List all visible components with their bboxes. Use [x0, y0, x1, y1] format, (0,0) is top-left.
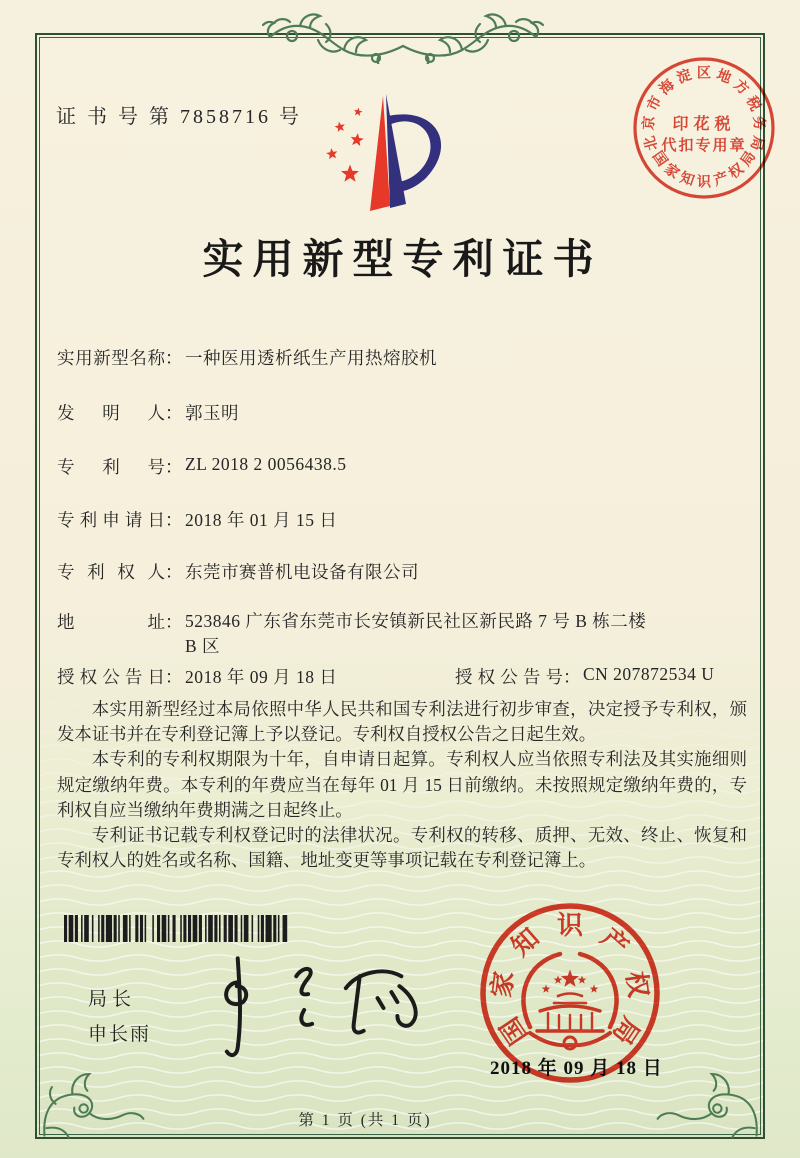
field-label: 授权公告号 [455, 667, 563, 687]
field-label: 专利权人 [57, 562, 165, 582]
svg-text:局: 局 [606, 1011, 646, 1050]
svg-text:局: 局 [737, 148, 760, 170]
field-colon: ： [165, 562, 183, 582]
svg-text:权: 权 [725, 160, 747, 183]
certificate-title: 实用新型专利证书 [202, 236, 603, 282]
field-colon: ： [563, 667, 581, 687]
svg-text:权: 权 [620, 969, 654, 1000]
svg-text:识: 识 [556, 910, 584, 940]
field-value: 2018 年 01 月 15 日 [185, 510, 338, 530]
issuer-title: 局长 [88, 989, 137, 1010]
paragraph-2: 本专利的专利权期限为十年，自申请日起算。专利权人应当依照专利法及其实施细则规定缴纳年费。本专利的年费应当在每年 01 月 15 日前缴纳。未按照规定缴纳年费的，专利权自应当缴纳年费期满之日起终止。 [57, 749, 747, 820]
dragon-ornament-icon [262, 6, 544, 64]
svg-text:淀: 淀 [674, 66, 694, 88]
field-colon: ： [165, 457, 183, 477]
svg-text:海: 海 [656, 76, 678, 99]
field-row-address [57, 609, 757, 659]
corner-flourish-icon [37, 1062, 149, 1142]
svg-text:北: 北 [641, 134, 662, 153]
svg-text:产: 产 [595, 922, 634, 962]
paragraph-1: 本实用新型经过本局依照中华人民共和国专利法进行初步审查，决定授予专利权，颁发本证书并在专利登记簿上予以登记。专利权自授权公告之日起生效。 [57, 699, 747, 745]
svg-text:知: 知 [677, 169, 697, 190]
svg-text:方: 方 [730, 76, 752, 99]
field-value: 2018 年 09 月 18 日 [185, 667, 338, 687]
svg-text:家: 家 [661, 160, 683, 183]
svg-text:京: 京 [640, 115, 659, 131]
svg-text:国: 国 [494, 1011, 534, 1050]
grant-number-group [455, 664, 714, 689]
field-value: ZL 2018 2 0056438.5 [185, 454, 347, 474]
paragraph-3: 专利证书记载专利权登记时的法律状况。专利权的转移、质押、无效、终止、恢复和专利权人的姓名或名称、国籍、地址变更等事项记载在专利登记簿上。 [57, 825, 747, 871]
svg-text:产: 产 [711, 169, 731, 190]
field-colon: ： [165, 612, 183, 632]
field-label: 专利号 [57, 457, 165, 477]
tax-office-stamp [628, 52, 780, 204]
field-value: 523846 广东省东莞市长安镇新民社区新民路 7 号 B 栋二楼 B 区 [185, 611, 647, 656]
tax-stamp-line2: 代扣专用章 [661, 138, 747, 154]
field-row-filing-date [57, 507, 757, 532]
field-row-patent-no [57, 454, 757, 479]
certificate-number: 证 书 号 第 7858716 号 [56, 106, 302, 128]
field-colon: ： [165, 348, 183, 368]
svg-text:税: 税 [742, 93, 764, 114]
field-value: 郭玉明 [185, 403, 239, 423]
field-row-grant [57, 664, 757, 689]
field-row-name [57, 345, 757, 370]
svg-text:知: 知 [506, 922, 545, 962]
svg-text:局: 局 [746, 134, 767, 153]
svg-text:市: 市 [644, 93, 666, 114]
field-label: 专利申请日 [57, 510, 165, 530]
field-label: 发明人 [57, 403, 165, 423]
field-value: 东莞市赛普机电设备有限公司 [185, 562, 419, 582]
corner-flourish-icon [652, 1062, 764, 1142]
field-value: 一种医用透析纸生产用热熔胶机 [185, 348, 437, 368]
field-row-inventor [57, 400, 757, 425]
logo-stars-icon [326, 108, 364, 182]
field-label: 授权公告日 [57, 667, 165, 687]
cnipa-seal [474, 897, 666, 1089]
page-footer: 第 1 页 (共 1 页) [298, 1112, 432, 1129]
cnipa-logo [324, 94, 462, 216]
field-value: CN 207872534 U [583, 664, 715, 684]
field-label: 地址 [57, 612, 165, 632]
body-text [57, 697, 747, 873]
field-label: 实用新型名称 [57, 348, 165, 368]
field-colon: ： [165, 403, 183, 423]
tax-stamp-line1: 印花税 [672, 116, 736, 133]
national-emblem-icon [523, 954, 616, 1049]
svg-text:区: 区 [696, 65, 712, 82]
seal-date: 2018 年 09 月 18 日 [490, 1058, 663, 1079]
svg-text:识: 识 [696, 174, 712, 191]
svg-text:国: 国 [648, 148, 671, 170]
field-colon: ： [165, 510, 183, 530]
field-row-patentee [57, 559, 757, 584]
field-colon: ： [165, 667, 183, 687]
svg-text:务: 务 [749, 115, 768, 131]
signature [205, 948, 443, 1066]
svg-text:家: 家 [486, 969, 520, 1000]
issuer-name: 申长雨 [88, 1024, 152, 1045]
barcode [64, 915, 288, 942]
svg-text:地: 地 [714, 66, 734, 88]
